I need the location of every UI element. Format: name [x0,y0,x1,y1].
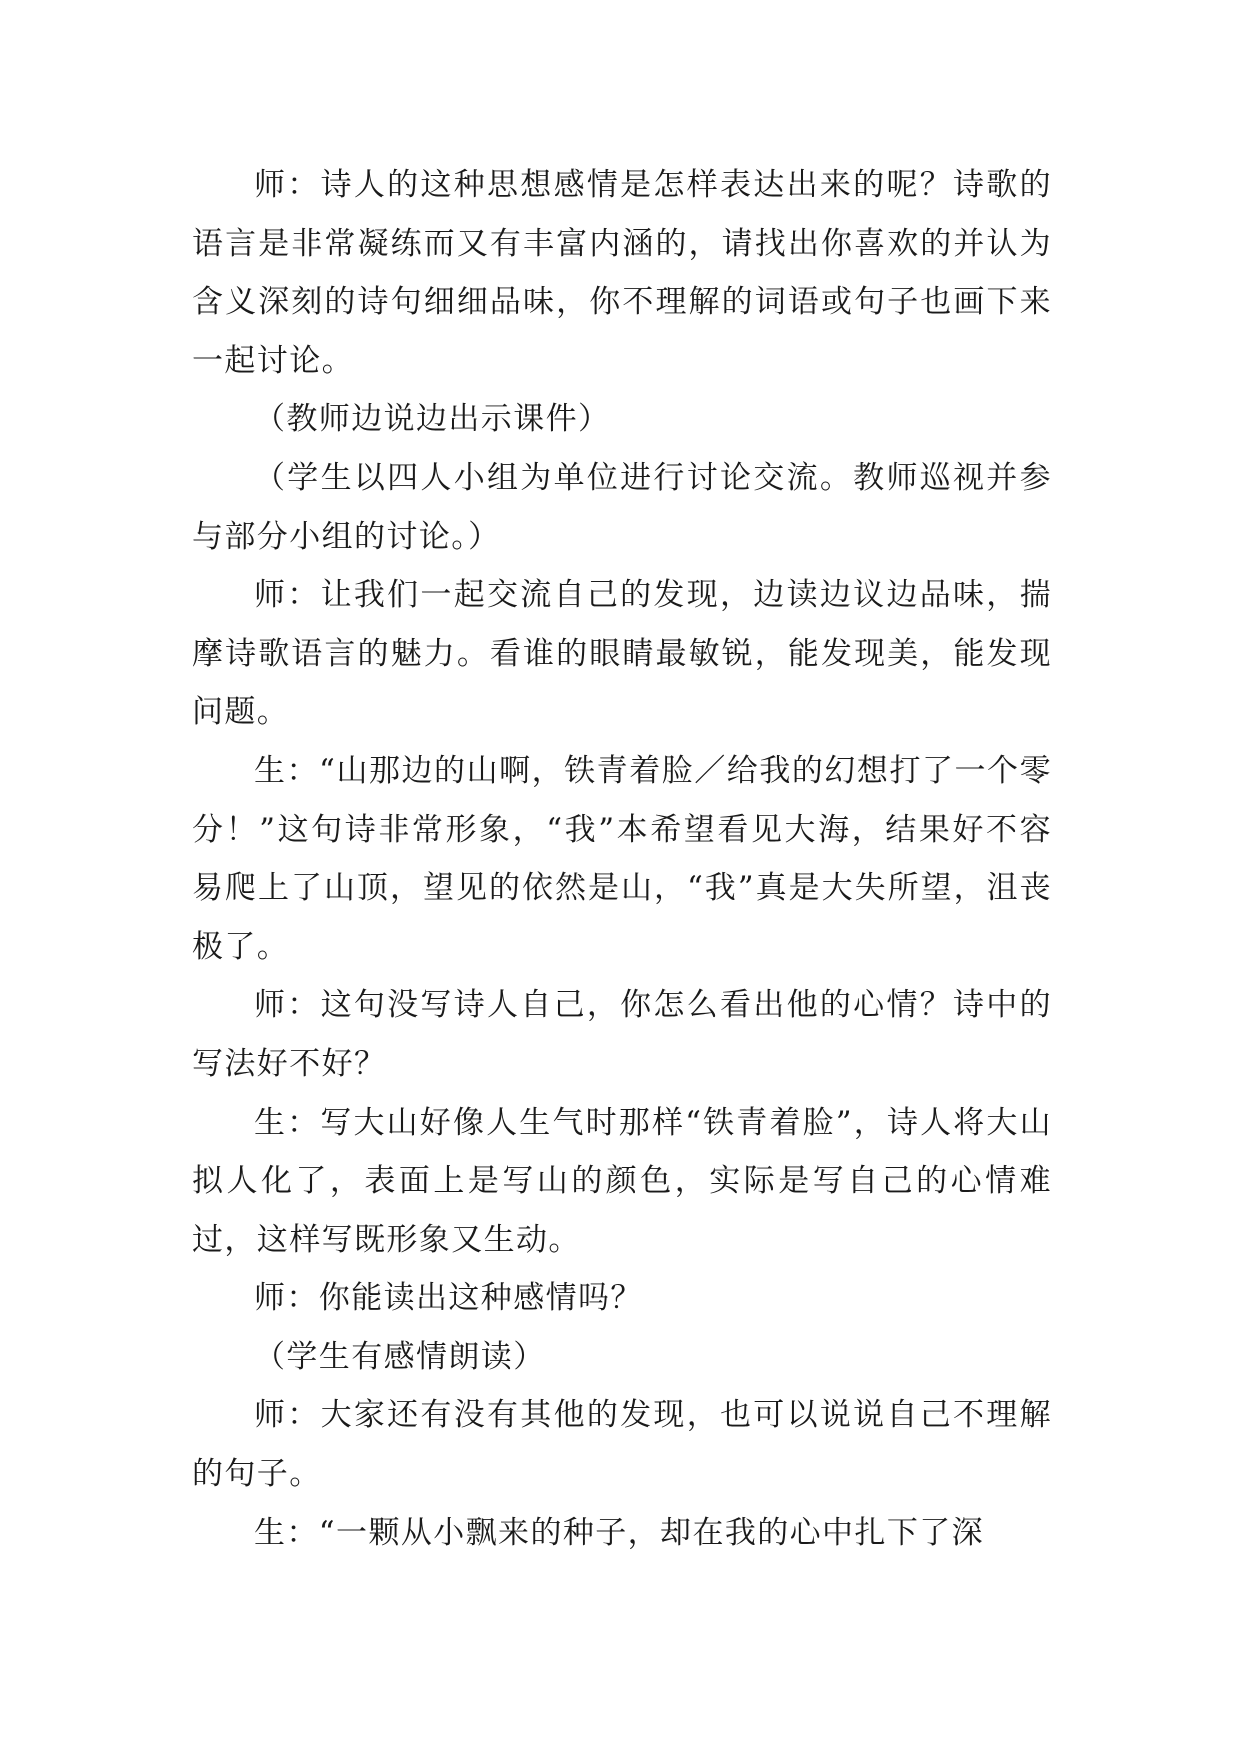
paragraph-student-answer-seed: 生：“一颗从小飘来的种子，却在我的心中扎下了深 [254,1514,985,1551]
paragraph-student-answer-mountain: 生：“山那边的山啊，铁青着脸／给我的幻想打了一个零分！”这句诗非常形象，“我”本希望看见大海，结果好不容易爬上了山顶，望见的依然是山，“我”真是大失所望，沮丧极了。 [192,752,1052,965]
paragraph-stage-direction-group-discussion: （学生以四人小组为单位进行讨论交流。教师巡视并参与部分小组的讨论。） [192,459,1052,555]
paragraph-teacher-followup: 师：这句没写诗人自己，你怎么看出他的心情？诗中的写法好不好？ [192,987,1052,1082]
paragraph-stage-direction-courseware: （教师边说边出示课件） [254,401,611,438]
paragraph-student-answer-personification: 生：写大山好像人生气时那样“铁青着脸”，诗人将大山拟人化了，表面上是写山的颜色，实际是写自己的心情难过，这样写既形象又生动。 [192,1104,1052,1258]
paragraph-stage-direction-reading: （学生有感情朗读） [254,1338,546,1375]
paragraph-teacher-read-prompt: 师：你能读出这种感情吗？ [254,1280,643,1317]
document-body [192,156,1052,1562]
paragraph-teacher-share: 师：让我们一起交流自己的发现，边读边议边品味，揣摩诗歌语言的魅力。看谁的眼睛最敏锐，能发现美，能发现问题。 [192,577,1052,731]
paragraph-teacher-question: 师：诗人的这种思想感情是怎样表达出来的呢？诗歌的语言是非常凝练而又有丰富内涵的，请找出你喜欢的并认为含义深刻的诗句细细品味，你不理解的词语或句子也画下来一起讨论。 [192,167,1052,379]
paragraph-teacher-other-findings: 师：大家还有没有其他的发现，也可以说说自己不理解的句子。 [192,1397,1052,1493]
